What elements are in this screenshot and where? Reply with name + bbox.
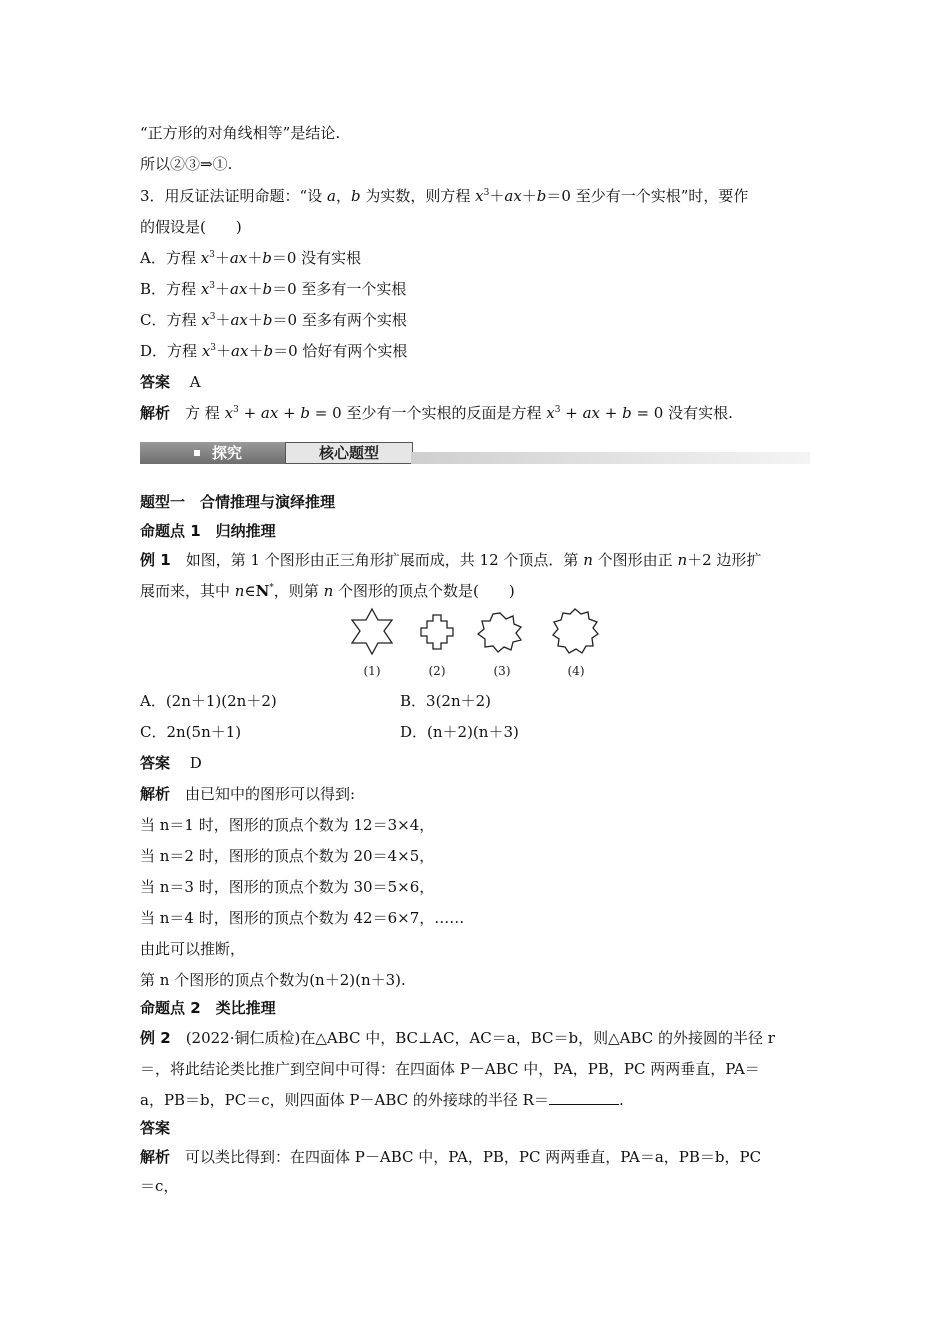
text-line: “正方形的对角线相等”是结论.	[140, 124, 341, 142]
example-2-cont: a，PB＝b，PC＝c，则四面体 P－ABC 的外接球的半径 R＝ .	[140, 1091, 624, 1109]
solution-1: 解析 方 程 $x^3$ + ax + b = 0 至少有一个实根的反面是方程 $x^3$ + ax + b = 0 没有实根.	[140, 404, 733, 422]
banner-right: 核心题型	[285, 442, 413, 464]
figure-2-cross	[421, 615, 453, 649]
ex1-option-b: B．3(2n＋2)	[400, 692, 492, 710]
option-b: B．方程 $x^3+ax+b=0$ 至多有一个实根	[140, 280, 407, 298]
example-2-cont: ＝，将此结论类比推广到空间中可得：在四面体 P－ABC 中，PA，PB，PC 两两垂直，PA＝	[140, 1060, 760, 1078]
case-line: 当 n＝4 时，图形的顶点个数为 42＝6×7，……	[140, 909, 465, 927]
option-a: A．方程 $x^3+ax+b=0$ 没有实根	[140, 249, 362, 267]
figure-label: (4)	[567, 664, 585, 678]
figure-shapes	[340, 605, 610, 680]
option-c: C．方程 $x^3+ax+b=0$ 至多有两个实根	[140, 311, 407, 329]
ex1-option-c: C．2n(5n＋1)	[140, 723, 242, 741]
point-heading: 命题点 1 归纳推理	[140, 522, 276, 540]
case-line: 当 n＝1 时，图形的顶点个数为 12＝3×4，	[140, 816, 435, 834]
type-heading: 题型一 合情推理与演绎推理	[140, 493, 336, 511]
conclusion-line: 第 n 个图形的顶点个数为(n＋2)(n＋3).	[140, 971, 406, 989]
example-1: 例 1 如图，第 1 个图形由正三角形扩展而成，共 12 个顶点．第 n 个图形由正 n＋2 边形扩	[140, 551, 762, 569]
figure-label: (2)	[428, 664, 446, 678]
answer-2: 答案 D	[140, 754, 202, 772]
solution-3-cont: ＝c，	[140, 1177, 179, 1195]
ex1-option-a: A．(2n＋1)(2n＋2)	[140, 692, 277, 710]
example-2: 例 2 (2022·铜仁质检)在△ABC 中，BC⊥AC，AC＝a，BC＝b，则△ABC 的外接圆的半径 r	[140, 1029, 775, 1047]
option-d: D．方程 $x^3+ax+b=0$ 恰好有两个实根	[140, 342, 408, 360]
text-line: 所以②③⇒①.	[140, 155, 233, 173]
figure-3-snowflake	[478, 613, 521, 652]
figure-1-star	[352, 609, 392, 654]
figure-4-snowflake	[553, 609, 598, 653]
answer-blank	[549, 1090, 619, 1105]
answer-1: 答案 A	[140, 373, 201, 391]
inference-line: 由此可以推断，	[140, 940, 246, 958]
question-3: 3．用反证法证明命题：“设 a，b 为实数，则方程 $x^3+ax+b=0$ 至少有一个实根”时，要作	[140, 187, 749, 205]
solution-3: 解析 可以类比得到：在四面体 P－ABC 中，PA，PB，PC 两两垂直，PA＝a，PB＝b，PC	[140, 1148, 762, 1166]
question-3-cont: 的假设是( )	[140, 218, 242, 236]
answer-3: 答案	[140, 1119, 171, 1137]
figure-label: (1)	[363, 664, 381, 678]
case-line: 当 n＝3 时，图形的顶点个数为 30＝5×6，	[140, 878, 435, 896]
point-heading-2: 命题点 2 类比推理	[140, 999, 276, 1017]
section-banner	[140, 440, 810, 466]
solution-2: 解析 由已知中的图形可以得到:	[140, 785, 356, 803]
figure-label: (3)	[493, 664, 511, 678]
banner-left: 探究	[140, 442, 285, 464]
example-1-cont: 展而来，其中 n∈N*，则第 n 个图形的顶点个数是( )	[140, 582, 515, 600]
ex1-option-d: D．(n＋2)(n＋3)	[400, 723, 519, 741]
banner-rule	[411, 452, 810, 464]
case-line: 当 n＝2 时，图形的顶点个数为 20＝4×5，	[140, 847, 435, 865]
